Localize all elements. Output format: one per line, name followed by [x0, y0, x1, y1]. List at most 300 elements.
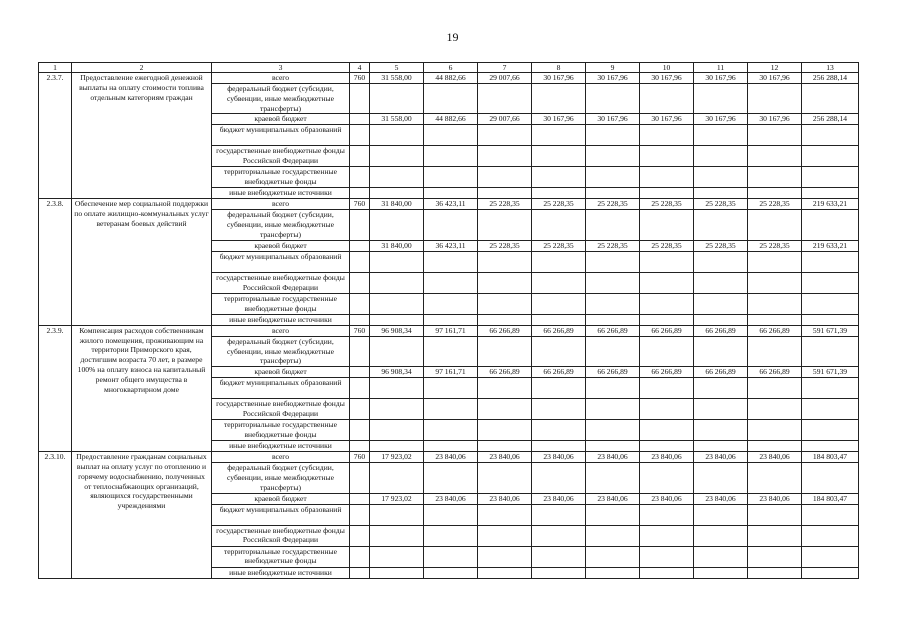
table-row [39, 452, 859, 463]
regional-value: 30 167,96 [748, 114, 802, 125]
regional-value: 66 266,89 [478, 367, 532, 378]
empty-cell [640, 463, 694, 493]
empty-cell [532, 420, 586, 441]
empty-cell [370, 463, 424, 493]
empty-cell [748, 378, 802, 399]
empty-cell [748, 336, 802, 366]
empty-cell [586, 441, 640, 452]
funding-source: федеральный бюджет (субсидии, субвенции, иные межбюджетные трансферты) [212, 336, 350, 366]
empty-cell [694, 463, 748, 493]
funding-source: краевой бюджет [212, 367, 350, 378]
empty-cell [370, 504, 424, 525]
empty-cell [748, 251, 802, 272]
empty-cell [586, 525, 640, 546]
funding-source: всего [212, 325, 350, 336]
empty-cell [478, 567, 532, 578]
funding-source: федеральный бюджет (субсидии, субвенции, иные межбюджетные трансферты) [212, 463, 350, 493]
funding-source: иные внебюджетные источники [212, 314, 350, 325]
empty-cell [640, 251, 694, 272]
empty-cell [748, 567, 802, 578]
empty-cell [748, 525, 802, 546]
empty-cell [748, 504, 802, 525]
empty-cell [478, 378, 532, 399]
regional-value: 17 923,02 [370, 493, 424, 504]
empty-cell [370, 546, 424, 567]
empty-cell [478, 546, 532, 567]
empty-cell [586, 251, 640, 272]
table-row [39, 325, 859, 336]
empty-cell [532, 399, 586, 420]
regional-value: 30 167,96 [694, 114, 748, 125]
row-index: 2.3.10. [39, 452, 72, 578]
empty-cell [350, 314, 370, 325]
empty-cell [802, 336, 859, 366]
total-value: 96 908,34 [370, 325, 424, 336]
measure-title: Предоставление гражданам социальных выплат на оплату услуг по отоплению и горячему водоснабжению, полученных от теплоснабжающих организаций, являющихся государственными учреждениями [72, 452, 212, 578]
empty-cell [586, 314, 640, 325]
total-value: 31 558,00 [370, 73, 424, 84]
regional-value: 25 228,35 [478, 240, 532, 251]
total-value: 66 266,89 [586, 325, 640, 336]
budget-table [38, 62, 859, 579]
regional-value: 36 423,11 [424, 240, 478, 251]
total-value: 30 167,96 [586, 73, 640, 84]
regional-value: 256 288,14 [802, 114, 859, 125]
empty-cell [586, 167, 640, 188]
regional-value: 23 840,06 [424, 493, 478, 504]
total-value: 25 228,35 [748, 199, 802, 210]
empty-cell [640, 420, 694, 441]
empty-cell [694, 420, 748, 441]
total-value: 219 633,21 [802, 199, 859, 210]
empty-cell [748, 463, 802, 493]
funding-source: краевой бюджет [212, 114, 350, 125]
column-header: 2 [72, 63, 212, 73]
empty-cell [478, 463, 532, 493]
empty-cell [478, 504, 532, 525]
empty-cell [640, 146, 694, 167]
total-value: 17 923,02 [370, 452, 424, 463]
total-value: 30 167,96 [694, 73, 748, 84]
regional-value: 25 228,35 [640, 240, 694, 251]
regional-value: 23 840,06 [640, 493, 694, 504]
funding-source: бюджет муниципальных образований [212, 378, 350, 399]
funding-source: всего [212, 199, 350, 210]
empty-cell [424, 188, 478, 199]
funding-source: федеральный бюджет (субсидии, субвенции, иные межбюджетные трансферты) [212, 210, 350, 240]
total-value: 29 007,66 [478, 73, 532, 84]
regional-value: 66 266,89 [748, 367, 802, 378]
empty-cell [532, 504, 586, 525]
regional-value: 23 840,06 [532, 493, 586, 504]
empty-cell [694, 567, 748, 578]
empty-cell [748, 210, 802, 240]
regional-value: 97 161,71 [424, 367, 478, 378]
column-header: 4 [350, 63, 370, 73]
empty-cell [532, 546, 586, 567]
empty-cell [478, 314, 532, 325]
column-header: 12 [748, 63, 802, 73]
regional-value: 184 803,47 [802, 493, 859, 504]
empty-cell [532, 567, 586, 578]
empty-cell [532, 125, 586, 146]
empty-cell [532, 188, 586, 199]
empty-cell [424, 146, 478, 167]
empty-cell [748, 399, 802, 420]
empty-cell [478, 84, 532, 114]
regional-value: 23 840,06 [748, 493, 802, 504]
empty-cell [350, 525, 370, 546]
empty-cell [350, 567, 370, 578]
empty-cell [802, 399, 859, 420]
empty-cell [694, 441, 748, 452]
total-value: 31 840,00 [370, 199, 424, 210]
empty-cell [532, 441, 586, 452]
empty-cell [640, 167, 694, 188]
regional-value: 30 167,96 [532, 114, 586, 125]
empty-cell [350, 504, 370, 525]
total-value: 23 840,06 [532, 452, 586, 463]
regional-value: 25 228,35 [748, 240, 802, 251]
empty-cell [370, 210, 424, 240]
empty-cell [694, 125, 748, 146]
total-value: 23 840,06 [478, 452, 532, 463]
empty-cell [350, 293, 370, 314]
funding-source: государственные внебюджетные фонды Российской Федерации [212, 272, 350, 293]
regional-value: 23 840,06 [586, 493, 640, 504]
empty-cell [478, 525, 532, 546]
total-value: 23 840,06 [694, 452, 748, 463]
empty-cell [640, 336, 694, 366]
empty-cell [532, 84, 586, 114]
funding-source: иные внебюджетные источники [212, 567, 350, 578]
row-code: 760 [350, 73, 370, 84]
funding-source: государственные внебюджетные фонды Российской Федерации [212, 525, 350, 546]
empty-cell [640, 378, 694, 399]
column-header: 10 [640, 63, 694, 73]
row-code: 760 [350, 199, 370, 210]
empty-cell [748, 441, 802, 452]
empty-cell [478, 167, 532, 188]
empty-cell [370, 441, 424, 452]
empty-cell [478, 420, 532, 441]
empty-cell [586, 188, 640, 199]
total-value: 66 266,89 [532, 325, 586, 336]
empty-cell [370, 84, 424, 114]
empty-cell [424, 167, 478, 188]
empty-cell [802, 272, 859, 293]
empty-cell [802, 146, 859, 167]
column-header: 5 [370, 63, 424, 73]
total-value: 23 840,06 [424, 452, 478, 463]
total-value: 25 228,35 [640, 199, 694, 210]
empty-cell [350, 399, 370, 420]
funding-source: территориальные государственные внебюджетные фонды [212, 546, 350, 567]
measure-title: Предоставление ежегодной денежной выплаты на оплату стоимости топлива отдельным категориям граждан [72, 73, 212, 199]
empty-cell [424, 525, 478, 546]
empty-cell [370, 188, 424, 199]
empty-cell [802, 210, 859, 240]
empty-cell [586, 146, 640, 167]
empty-cell [350, 272, 370, 293]
funding-source: территориальные государственные внебюджетные фонды [212, 293, 350, 314]
funding-source: иные внебюджетные источники [212, 441, 350, 452]
empty-cell [424, 463, 478, 493]
empty-cell [640, 210, 694, 240]
funding-source: бюджет муниципальных образований [212, 251, 350, 272]
empty-cell [350, 188, 370, 199]
total-value: 66 266,89 [694, 325, 748, 336]
total-value: 97 161,71 [424, 325, 478, 336]
row-index: 2.3.7. [39, 73, 72, 199]
total-value: 30 167,96 [532, 73, 586, 84]
regional-value: 23 840,06 [478, 493, 532, 504]
regional-value: 31 558,00 [370, 114, 424, 125]
empty-cell [694, 167, 748, 188]
empty-cell [802, 167, 859, 188]
row-code: 760 [350, 452, 370, 463]
empty-cell [694, 314, 748, 325]
regional-value: 30 167,96 [640, 114, 694, 125]
funding-source: всего [212, 73, 350, 84]
empty-cell [586, 84, 640, 114]
empty-cell [748, 293, 802, 314]
empty-cell [532, 378, 586, 399]
empty-cell [586, 546, 640, 567]
funding-source: территориальные государственные внебюджетные фонды [212, 420, 350, 441]
total-value: 30 167,96 [748, 73, 802, 84]
empty-cell [478, 293, 532, 314]
empty-cell [694, 293, 748, 314]
empty-cell [586, 504, 640, 525]
empty-cell [350, 546, 370, 567]
empty-cell [424, 210, 478, 240]
funding-source: краевой бюджет [212, 240, 350, 251]
empty-cell [748, 272, 802, 293]
empty-cell [350, 441, 370, 452]
funding-source: бюджет муниципальных образований [212, 125, 350, 146]
empty-cell [586, 399, 640, 420]
empty-cell [350, 378, 370, 399]
column-header: 3 [212, 63, 350, 73]
empty-cell [802, 125, 859, 146]
regional-value: 219 633,21 [802, 240, 859, 251]
empty-cell [350, 125, 370, 146]
empty-cell [586, 293, 640, 314]
empty-cell [802, 504, 859, 525]
empty-cell [350, 240, 370, 251]
empty-cell [478, 146, 532, 167]
table-row [39, 73, 859, 84]
empty-cell [424, 567, 478, 578]
total-value: 25 228,35 [532, 199, 586, 210]
empty-cell [748, 546, 802, 567]
total-value: 591 671,39 [802, 325, 859, 336]
empty-cell [748, 84, 802, 114]
empty-cell [586, 463, 640, 493]
empty-cell [532, 525, 586, 546]
empty-cell [802, 546, 859, 567]
empty-cell [748, 420, 802, 441]
empty-cell [640, 188, 694, 199]
empty-cell [748, 314, 802, 325]
funding-source: территориальные государственные внебюджетные фонды [212, 167, 350, 188]
empty-cell [370, 567, 424, 578]
empty-cell [350, 146, 370, 167]
empty-cell [532, 146, 586, 167]
column-header: 11 [694, 63, 748, 73]
empty-cell [370, 125, 424, 146]
empty-cell [370, 272, 424, 293]
empty-cell [424, 336, 478, 366]
empty-cell [424, 504, 478, 525]
empty-cell [640, 399, 694, 420]
empty-cell [586, 567, 640, 578]
empty-cell [694, 546, 748, 567]
total-value: 25 228,35 [478, 199, 532, 210]
empty-cell [370, 314, 424, 325]
row-index: 2.3.8. [39, 199, 72, 325]
empty-cell [424, 378, 478, 399]
empty-cell [532, 463, 586, 493]
empty-cell [640, 293, 694, 314]
empty-cell [802, 293, 859, 314]
empty-cell [478, 251, 532, 272]
total-value: 256 288,14 [802, 73, 859, 84]
empty-cell [370, 399, 424, 420]
empty-cell [532, 293, 586, 314]
empty-cell [802, 314, 859, 325]
empty-cell [694, 525, 748, 546]
empty-cell [424, 293, 478, 314]
empty-cell [694, 504, 748, 525]
empty-cell [532, 336, 586, 366]
empty-cell [370, 146, 424, 167]
empty-cell [370, 293, 424, 314]
empty-cell [424, 125, 478, 146]
empty-cell [640, 525, 694, 546]
regional-value: 30 167,96 [586, 114, 640, 125]
empty-cell [350, 251, 370, 272]
empty-cell [478, 188, 532, 199]
empty-cell [424, 272, 478, 293]
empty-cell [748, 188, 802, 199]
empty-cell [478, 399, 532, 420]
empty-cell [370, 251, 424, 272]
column-header: 8 [532, 63, 586, 73]
empty-cell [694, 336, 748, 366]
column-header: 7 [478, 63, 532, 73]
funding-source: бюджет муниципальных образований [212, 504, 350, 525]
empty-cell [478, 336, 532, 366]
empty-cell [350, 114, 370, 125]
empty-cell [586, 210, 640, 240]
empty-cell [694, 188, 748, 199]
empty-cell [694, 84, 748, 114]
empty-cell [802, 84, 859, 114]
column-header: 1 [39, 63, 72, 73]
regional-value: 29 007,66 [478, 114, 532, 125]
funding-source: иные внебюджетные источники [212, 188, 350, 199]
empty-cell [424, 420, 478, 441]
total-value: 184 803,47 [802, 452, 859, 463]
total-value: 36 423,11 [424, 199, 478, 210]
empty-cell [802, 567, 859, 578]
empty-cell [748, 125, 802, 146]
regional-value: 66 266,89 [586, 367, 640, 378]
column-header: 6 [424, 63, 478, 73]
row-index: 2.3.9. [39, 325, 72, 451]
empty-cell [478, 210, 532, 240]
empty-cell [478, 125, 532, 146]
empty-cell [350, 367, 370, 378]
regional-value: 23 840,06 [694, 493, 748, 504]
measure-title: Обеспечение мер социальной поддержки по оплате жилищно-коммунальных услуг ветеранам боевых действий [72, 199, 212, 325]
empty-cell [370, 167, 424, 188]
empty-cell [640, 314, 694, 325]
empty-cell [424, 314, 478, 325]
empty-cell [350, 210, 370, 240]
total-value: 23 840,06 [748, 452, 802, 463]
empty-cell [802, 188, 859, 199]
empty-cell [640, 567, 694, 578]
empty-cell [532, 251, 586, 272]
regional-value: 591 671,39 [802, 367, 859, 378]
total-value: 66 266,89 [478, 325, 532, 336]
header-row [39, 63, 859, 73]
empty-cell [802, 463, 859, 493]
empty-cell [640, 272, 694, 293]
empty-cell [370, 336, 424, 366]
empty-cell [370, 378, 424, 399]
funding-source: федеральный бюджет (субсидии, субвенции, иные межбюджетные трансферты) [212, 84, 350, 114]
regional-value: 66 266,89 [694, 367, 748, 378]
funding-source: всего [212, 452, 350, 463]
regional-value: 44 882,66 [424, 114, 478, 125]
empty-cell [424, 441, 478, 452]
total-value: 66 266,89 [748, 325, 802, 336]
empty-cell [478, 441, 532, 452]
empty-cell [532, 210, 586, 240]
empty-cell [748, 167, 802, 188]
regional-value: 25 228,35 [694, 240, 748, 251]
empty-cell [802, 420, 859, 441]
empty-cell [350, 493, 370, 504]
column-header: 9 [586, 63, 640, 73]
empty-cell [478, 272, 532, 293]
empty-cell [640, 546, 694, 567]
empty-cell [532, 272, 586, 293]
total-value: 25 228,35 [694, 199, 748, 210]
total-value: 66 266,89 [640, 325, 694, 336]
total-value: 23 840,06 [640, 452, 694, 463]
empty-cell [694, 378, 748, 399]
total-value: 25 228,35 [586, 199, 640, 210]
empty-cell [370, 420, 424, 441]
empty-cell [424, 84, 478, 114]
column-header: 13 [802, 63, 859, 73]
empty-cell [350, 336, 370, 366]
empty-cell [640, 504, 694, 525]
empty-cell [802, 441, 859, 452]
empty-cell [370, 525, 424, 546]
empty-cell [586, 125, 640, 146]
empty-cell [694, 272, 748, 293]
total-value: 30 167,96 [640, 73, 694, 84]
total-value: 23 840,06 [586, 452, 640, 463]
funding-source: государственные внебюджетные фонды Российской Федерации [212, 146, 350, 167]
empty-cell [424, 399, 478, 420]
